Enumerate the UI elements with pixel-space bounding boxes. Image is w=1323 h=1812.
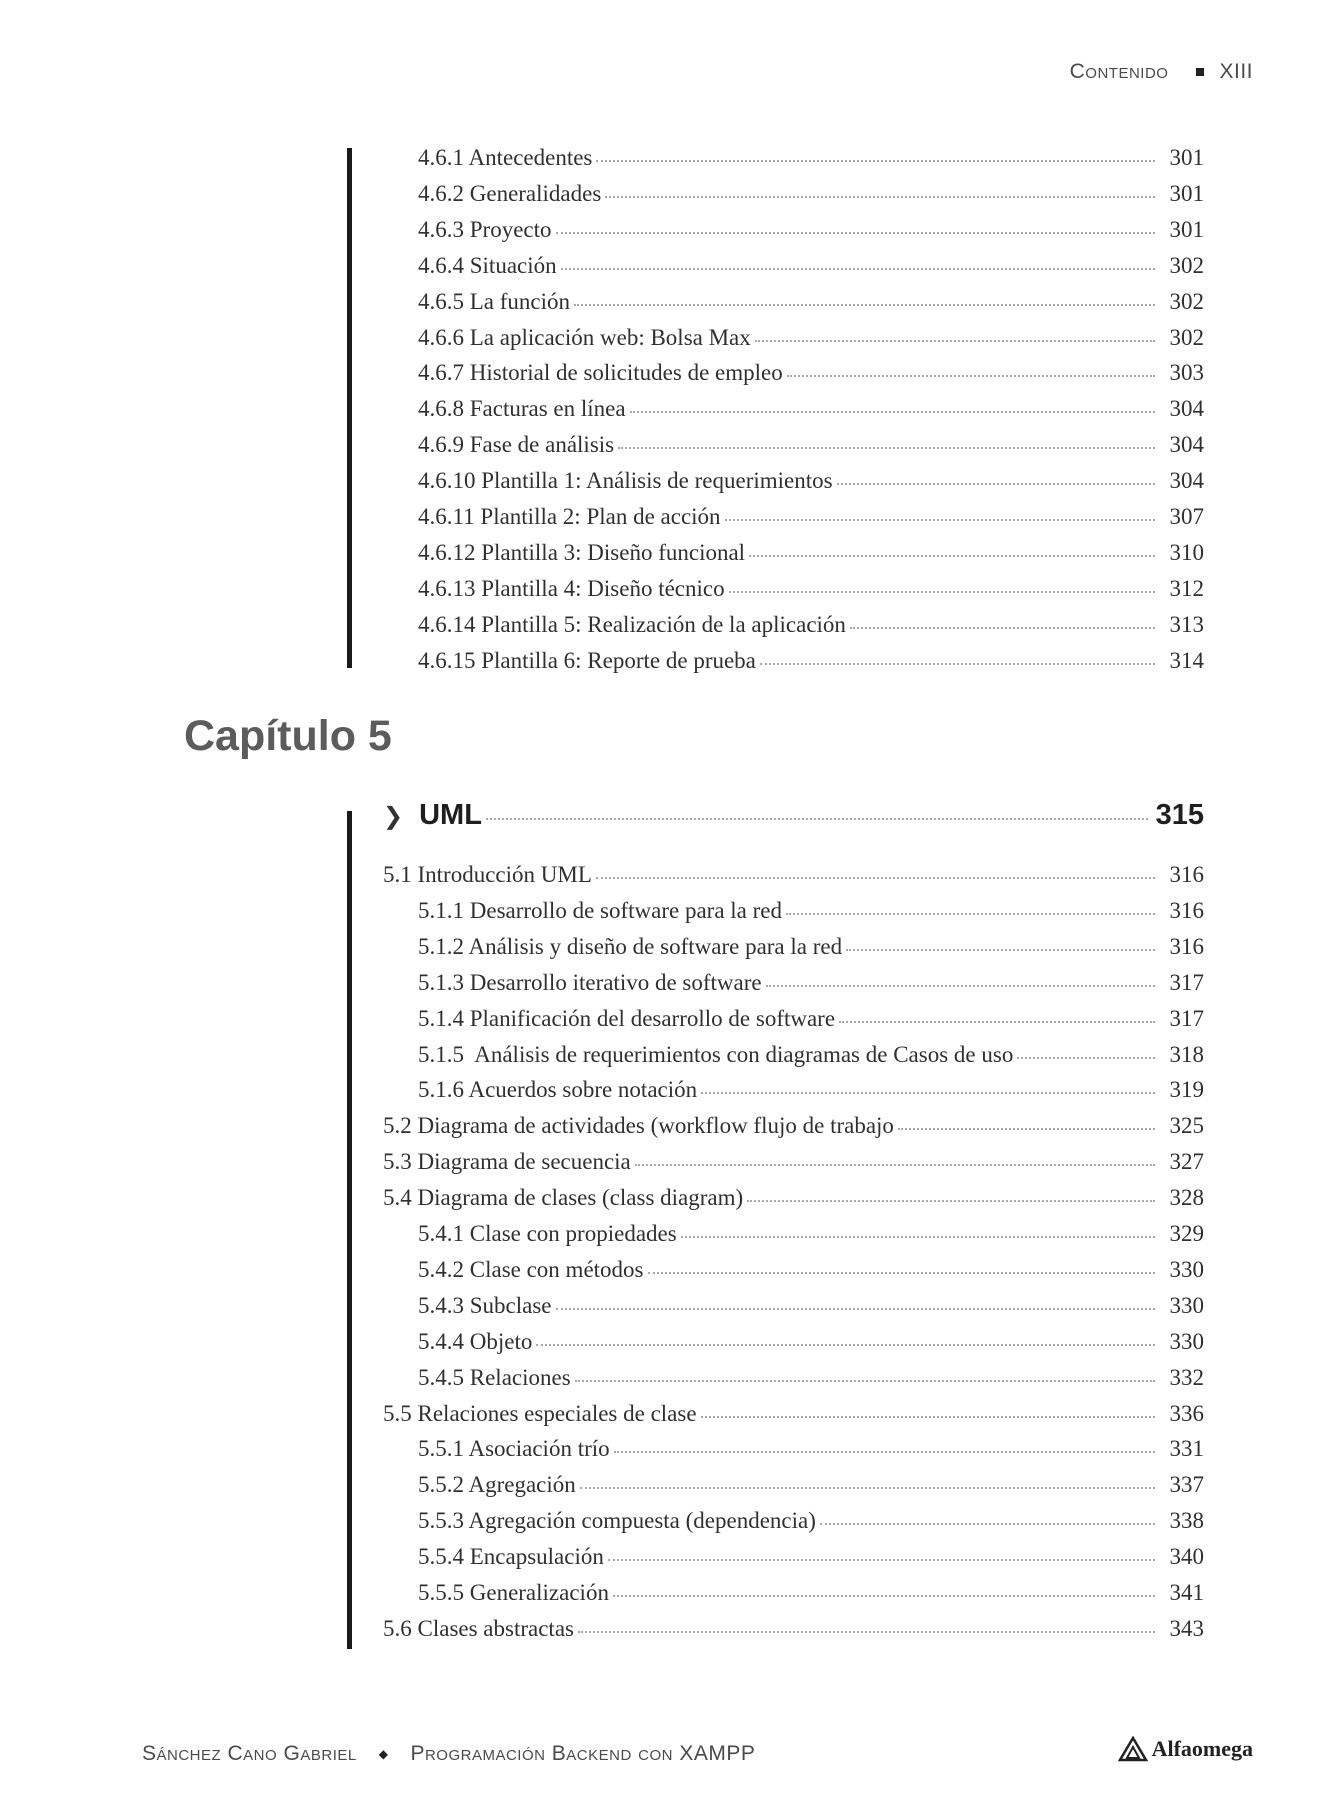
toc-entry-label: 4.6.1 Antecedentes <box>418 145 593 170</box>
toc-entry-label: 5.1.6 Acuerdos sobre notación <box>418 1077 698 1103</box>
toc-entry-label: 5.5.1 Asociación trío <box>418 1436 610 1462</box>
toc-entry-label: 5.1.1 Desarrollo de software para la red <box>418 897 783 923</box>
toc-entry-page: 319 <box>1169 1077 1204 1103</box>
toc-entry[interactable] <box>418 179 1204 209</box>
toc-entry-label: 4.6.15 Plantilla 6: Reporte de prueba <box>418 647 756 673</box>
footer-author: Sánchez Cano Gabriel <box>142 1742 357 1765</box>
toc-entry-label: 4.6.7 Historial de solicitudes de empleo <box>418 360 783 386</box>
dot-leader <box>556 1308 1155 1310</box>
toc-entry[interactable] <box>418 502 1204 532</box>
toc-entry[interactable] <box>418 1470 1204 1500</box>
toc-entry-label: 4.6.2 Generalidades <box>418 180 602 206</box>
toc-entry[interactable] <box>418 215 1204 245</box>
publisher-name: Alfaomega <box>1151 1736 1253 1761</box>
toc-entry-page: 331 <box>1169 1436 1204 1462</box>
toc-entry-label: 4.6.3 Proyecto <box>418 216 552 242</box>
dot-leader <box>486 818 1148 820</box>
toc-entry-label: 5.1.5 Análisis de requerimientos con diagramas de Casos de uso <box>418 1041 1014 1067</box>
dot-leader <box>786 913 1155 915</box>
dot-leader <box>596 160 1155 162</box>
dot-leader <box>846 949 1155 951</box>
toc-entry-page: 313 <box>1169 611 1204 637</box>
toc-entry-page: 312 <box>1169 575 1204 601</box>
toc-entry-page: 316 <box>1169 933 1204 959</box>
toc-entry-page: 304 <box>1169 396 1204 422</box>
toc-entry[interactable] <box>418 323 1204 353</box>
toc-entry-label: 5.1 Introducción UML <box>383 862 592 887</box>
dot-leader <box>701 1092 1155 1094</box>
toc-entry-page: 337 <box>1169 1472 1204 1498</box>
toc-entry-label: 5.5.2 Agregación <box>418 1472 576 1498</box>
chapter-entry-page: 315 <box>1155 799 1204 831</box>
toc-entry[interactable] <box>418 287 1204 317</box>
dot-leader <box>618 447 1155 449</box>
footer-book-title: Programación Backend con XAMPP <box>410 1742 756 1765</box>
toc-entry-page: 317 <box>1169 969 1204 995</box>
toc-entry-label: 4.6.11 Plantilla 2: Plan de acción <box>418 504 721 529</box>
running-header <box>1070 60 1253 84</box>
toc-entry-label: 5.1.2 Análisis y diseño de software para la red <box>418 933 843 959</box>
toc-entry-label: 5.4 Diagrama de clases (class diagram) <box>383 1185 744 1211</box>
toc-entry[interactable] <box>418 896 1204 926</box>
toc-entry-label: 5.1.4 Planificación del desarrollo de software <box>418 1005 836 1031</box>
toc-entry-page: 325 <box>1169 1113 1204 1139</box>
dot-leader <box>561 268 1155 270</box>
toc-entry[interactable] <box>418 646 1204 676</box>
publisher-triangle-icon <box>1118 1736 1148 1762</box>
toc-entry-label: 5.4.4 Objeto <box>418 1328 533 1354</box>
dot-leader <box>648 1272 1156 1274</box>
dot-leader <box>1017 1057 1155 1059</box>
toc-entry-label: 5.5.5 Generalización <box>418 1580 609 1605</box>
toc-entry-label: 4.6.6 La aplicación web: Bolsa Max <box>418 324 751 350</box>
dot-leader <box>837 483 1155 485</box>
toc-entry[interactable] <box>383 860 1204 890</box>
toc-entry-page: 341 <box>1169 1580 1204 1605</box>
toc-entry-label: 5.5.4 Encapsulación <box>418 1544 604 1570</box>
dot-leader <box>614 1451 1155 1453</box>
toc-entry-page: 314 <box>1169 647 1204 673</box>
dot-leader <box>574 304 1155 306</box>
chapter-entry-label: UML <box>419 799 482 831</box>
chevron-right-icon: ❯ <box>383 803 404 830</box>
toc-entry[interactable] <box>418 1542 1204 1572</box>
toc-entry[interactable] <box>418 251 1204 281</box>
toc-entry-label: 5.4.2 Clase con métodos <box>418 1256 644 1282</box>
toc-entry-label: 5.2 Diagrama de actividades (workflow flujo de trabajo <box>383 1113 894 1139</box>
toc-entry[interactable] <box>418 1219 1204 1249</box>
dot-leader <box>898 1128 1155 1130</box>
dot-leader <box>580 1487 1155 1489</box>
toc-entry-label: 5.4.1 Clase con propiedades <box>418 1221 677 1246</box>
toc-entry[interactable] <box>418 1004 1204 1034</box>
toc-entry-label: 4.6.9 Fase de análisis <box>418 432 615 458</box>
dot-leader <box>787 375 1155 377</box>
chapter-entry-uml[interactable] <box>383 799 1204 835</box>
running-footer <box>142 1742 755 1766</box>
toc-entry-page: 303 <box>1169 360 1204 386</box>
publisher-logo <box>1118 1736 1253 1762</box>
toc-entry-page: 307 <box>1169 504 1204 529</box>
toc-entry[interactable] <box>418 358 1204 388</box>
toc-entry[interactable] <box>418 1255 1204 1285</box>
toc-entry-page: 316 <box>1169 897 1204 923</box>
dot-leader <box>747 1200 1155 1202</box>
toc-entry-page: 336 <box>1169 1400 1204 1426</box>
toc-entry-page: 302 <box>1169 252 1204 278</box>
dot-leader <box>760 663 1155 665</box>
toc-entry-label: 5.3 Diagrama de secuencia <box>383 1149 631 1175</box>
dot-leader <box>556 232 1155 234</box>
dot-leader <box>536 1344 1155 1346</box>
toc-entry-page: 301 <box>1169 145 1204 170</box>
toc-entry-page: 304 <box>1169 432 1204 458</box>
toc-entry-page: 343 <box>1169 1615 1204 1641</box>
header-separator <box>1196 68 1204 76</box>
dot-leader <box>630 411 1155 413</box>
toc-entry-page: 340 <box>1169 1544 1204 1570</box>
toc-entry-page: 310 <box>1169 539 1204 565</box>
toc-entry-label: 5.6 Clases abstractas <box>383 1615 574 1641</box>
section-bar-bottom <box>347 811 352 1649</box>
toc-entry-label: 4.6.8 Facturas en línea <box>418 396 626 422</box>
dot-leader <box>613 1595 1155 1597</box>
toc-entry[interactable] <box>418 143 1204 173</box>
dot-leader <box>681 1236 1155 1238</box>
toc-entry[interactable] <box>418 1075 1204 1105</box>
toc-entry[interactable] <box>418 1363 1204 1393</box>
toc-entry[interactable] <box>418 1291 1204 1321</box>
toc-entry[interactable] <box>418 1040 1204 1070</box>
toc-entry-page: 328 <box>1169 1185 1204 1211</box>
toc-entry-label: 5.5.3 Agregación compuesta (dependencia) <box>418 1508 816 1534</box>
toc-entry-label: 4.6.10 Plantilla 1: Análisis de requerimientos <box>418 468 833 494</box>
section-bar-top <box>347 148 352 668</box>
dot-leader <box>755 340 1155 342</box>
dot-leader <box>605 196 1155 198</box>
dot-leader <box>701 1416 1155 1418</box>
toc-entry-label: 4.6.14 Plantilla 5: Realización de la aplicación <box>418 611 846 637</box>
toc-entry-page: 304 <box>1169 468 1204 494</box>
dot-leader <box>596 877 1155 879</box>
dot-leader <box>578 1631 1155 1633</box>
toc-entry-page: 329 <box>1169 1221 1204 1246</box>
toc-entry[interactable] <box>418 932 1204 962</box>
dot-leader <box>608 1559 1155 1561</box>
toc-entry[interactable] <box>418 1506 1204 1536</box>
header-page-number: XIII <box>1219 60 1253 83</box>
toc-entry[interactable] <box>418 610 1204 640</box>
chapter-heading: Capítulo 5 <box>184 712 392 760</box>
toc-entry[interactable] <box>418 574 1204 604</box>
toc-entry[interactable] <box>418 1434 1204 1464</box>
toc-entry[interactable] <box>418 394 1204 424</box>
toc-entry[interactable] <box>383 1183 1204 1213</box>
toc-entry[interactable] <box>418 538 1204 568</box>
toc-entry-label: 5.5 Relaciones especiales de clase <box>383 1400 697 1426</box>
toc-entry-page: 330 <box>1169 1256 1204 1282</box>
toc-entry-page: 301 <box>1169 216 1204 242</box>
toc-entry[interactable] <box>383 1399 1204 1429</box>
toc-entry-page: 318 <box>1169 1041 1204 1067</box>
toc-entry-label: 4.6.13 Plantilla 4: Diseño técnico <box>418 575 725 601</box>
toc-entry[interactable] <box>383 1111 1204 1141</box>
dot-leader <box>839 1021 1155 1023</box>
toc-entry[interactable] <box>418 430 1204 460</box>
toc-entry-label: 5.1.3 Desarrollo iterativo de software <box>418 969 762 995</box>
toc-entry-label: 4.6.12 Plantilla 3: Diseño funcional <box>418 539 746 565</box>
toc-entry[interactable] <box>383 1614 1204 1644</box>
toc-entry[interactable] <box>418 968 1204 998</box>
toc-entry-page: 316 <box>1169 862 1204 887</box>
dot-leader <box>766 985 1155 987</box>
dot-leader <box>635 1164 1155 1166</box>
toc-entry-page: 338 <box>1169 1508 1204 1534</box>
toc-entry-page: 332 <box>1169 1364 1204 1390</box>
toc-entry-label: 5.4.3 Subclase <box>418 1292 552 1318</box>
toc-entry-page: 302 <box>1169 288 1204 314</box>
toc-entry-label: 4.6.5 La función <box>418 288 571 314</box>
toc-entry[interactable] <box>418 466 1204 496</box>
toc-entry-page: 317 <box>1169 1005 1204 1031</box>
dot-leader <box>725 519 1155 521</box>
dot-leader <box>850 627 1155 629</box>
toc-entry-label: 4.6.4 Situación <box>418 252 557 278</box>
header-section: Contenido <box>1069 60 1169 83</box>
toc-entry[interactable] <box>418 1578 1204 1608</box>
footer-diamond-icon: ◆ <box>378 1747 389 1761</box>
toc-entry-page: 302 <box>1169 324 1204 350</box>
toc-entry-page: 327 <box>1169 1149 1204 1175</box>
toc-entry-page: 330 <box>1169 1328 1204 1354</box>
toc-entry-page: 330 <box>1169 1292 1204 1318</box>
toc-entry-label: 5.4.5 Relaciones <box>418 1364 571 1390</box>
dot-leader <box>820 1523 1155 1525</box>
toc-entry[interactable] <box>383 1147 1204 1177</box>
toc-entry[interactable] <box>418 1327 1204 1357</box>
dot-leader <box>575 1380 1155 1382</box>
dot-leader <box>749 555 1155 557</box>
dot-leader <box>729 591 1155 593</box>
toc-entry-page: 301 <box>1169 180 1204 206</box>
